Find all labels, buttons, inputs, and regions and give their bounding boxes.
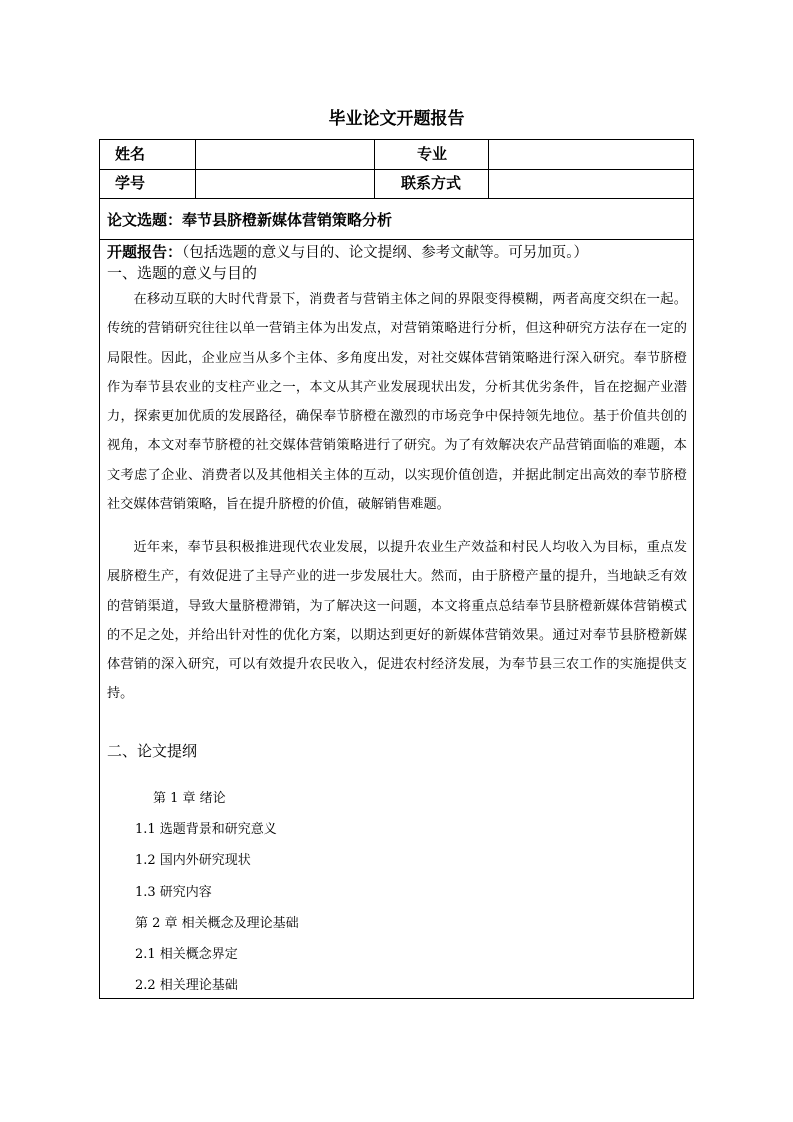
outline-item: 1.2 国内外研究现状 xyxy=(135,853,251,868)
report-note: （包括选题的意义与目的、论文提纲、参考文献等。可另加页。） xyxy=(182,245,589,261)
row-divider xyxy=(100,169,693,170)
thesis-topic: 论文选题：奉节县脐橙新媒体营销策略分析 xyxy=(107,211,393,229)
report-form xyxy=(99,139,694,999)
section-1-paragraph: 近年来，奉节县积极推进现代农业发展，以提升农业生产效益和村民人均收入为目标，重点发展脐橙生产，有效促进了主导产业的进一步发展壮大。然而，由于脐橙产量的提升，当地缺乏有效的营销渠道，导致大量脐橙滞销，为了解决这一问题，本文将重点总结奉节县脐橙新媒体营销模式的不足之处，并给出针对性的优化方案，以期达到更好的新媒体营销效果。通过对奉节县脐橙新媒体营销的深入研究，可以有效提升农民收入，促进农村经济发展，为奉节县三农工作的实施提供支持。 xyxy=(107,540,687,702)
contact-label: 联系方式 xyxy=(401,174,462,192)
section-1-heading: 一、选题的意义与目的 xyxy=(107,264,258,282)
section-2-heading: 二、论文提纲 xyxy=(107,742,198,760)
report-label: 开题报告： xyxy=(107,243,183,261)
outline-chapter: 第 2 章 相关概念及理论基础 xyxy=(135,916,299,931)
major-label: 专业 xyxy=(417,145,448,163)
col-divider xyxy=(488,140,489,198)
section-1-paragraph: 在移动互联的大时代背景下，消费者与营销主体之间的界限变得模糊，两者高度交织在一起。传统的营销研究往往以单一营销主体为出发点，对营销策略进行分析，但这种研究方法存在一定的局限性。因此，企业应当从多个主体、多角度出发，对社交媒体营销策略进行深入研究。奉节脐橙作为奉节县农业的支柱产业之一，本文从其产业发展现状出发，分析其优劣条件，旨在挖掘产业潜力，探索更加优质的发展路径，确保奉节脐橙在激烈的市场竞争中保持领先地位。基于价值共创的视角，本文对奉节脐橙的社交媒体营销策略进行了研究。为了有效解决农产品营销面临的难题，本文考虑了企业、消费者以及其他相关主体的互动，以实现价值创造，并据此制定出高效的奉节脐橙社交媒体营销策略，旨在提升脐橙的价值，破解销售难题。 xyxy=(107,292,687,513)
row-divider xyxy=(100,239,693,240)
row-divider xyxy=(100,198,693,199)
outline-item: 2.1 相关概念界定 xyxy=(135,947,238,962)
page-title: 毕业论文开题报告 xyxy=(328,109,465,129)
outline-item: 2.2 相关理论基础 xyxy=(135,978,238,993)
report-header xyxy=(107,243,588,262)
outline-item: 1.3 研究内容 xyxy=(135,885,212,900)
outline-chapter: 第 1 章 绪论 xyxy=(153,791,226,806)
col-divider xyxy=(195,140,196,198)
name-label: 姓名 xyxy=(115,145,146,163)
col-divider xyxy=(374,140,375,198)
outline-item: 1.1 选题背景和研究意义 xyxy=(135,822,277,837)
student-id-label: 学号 xyxy=(115,174,146,192)
